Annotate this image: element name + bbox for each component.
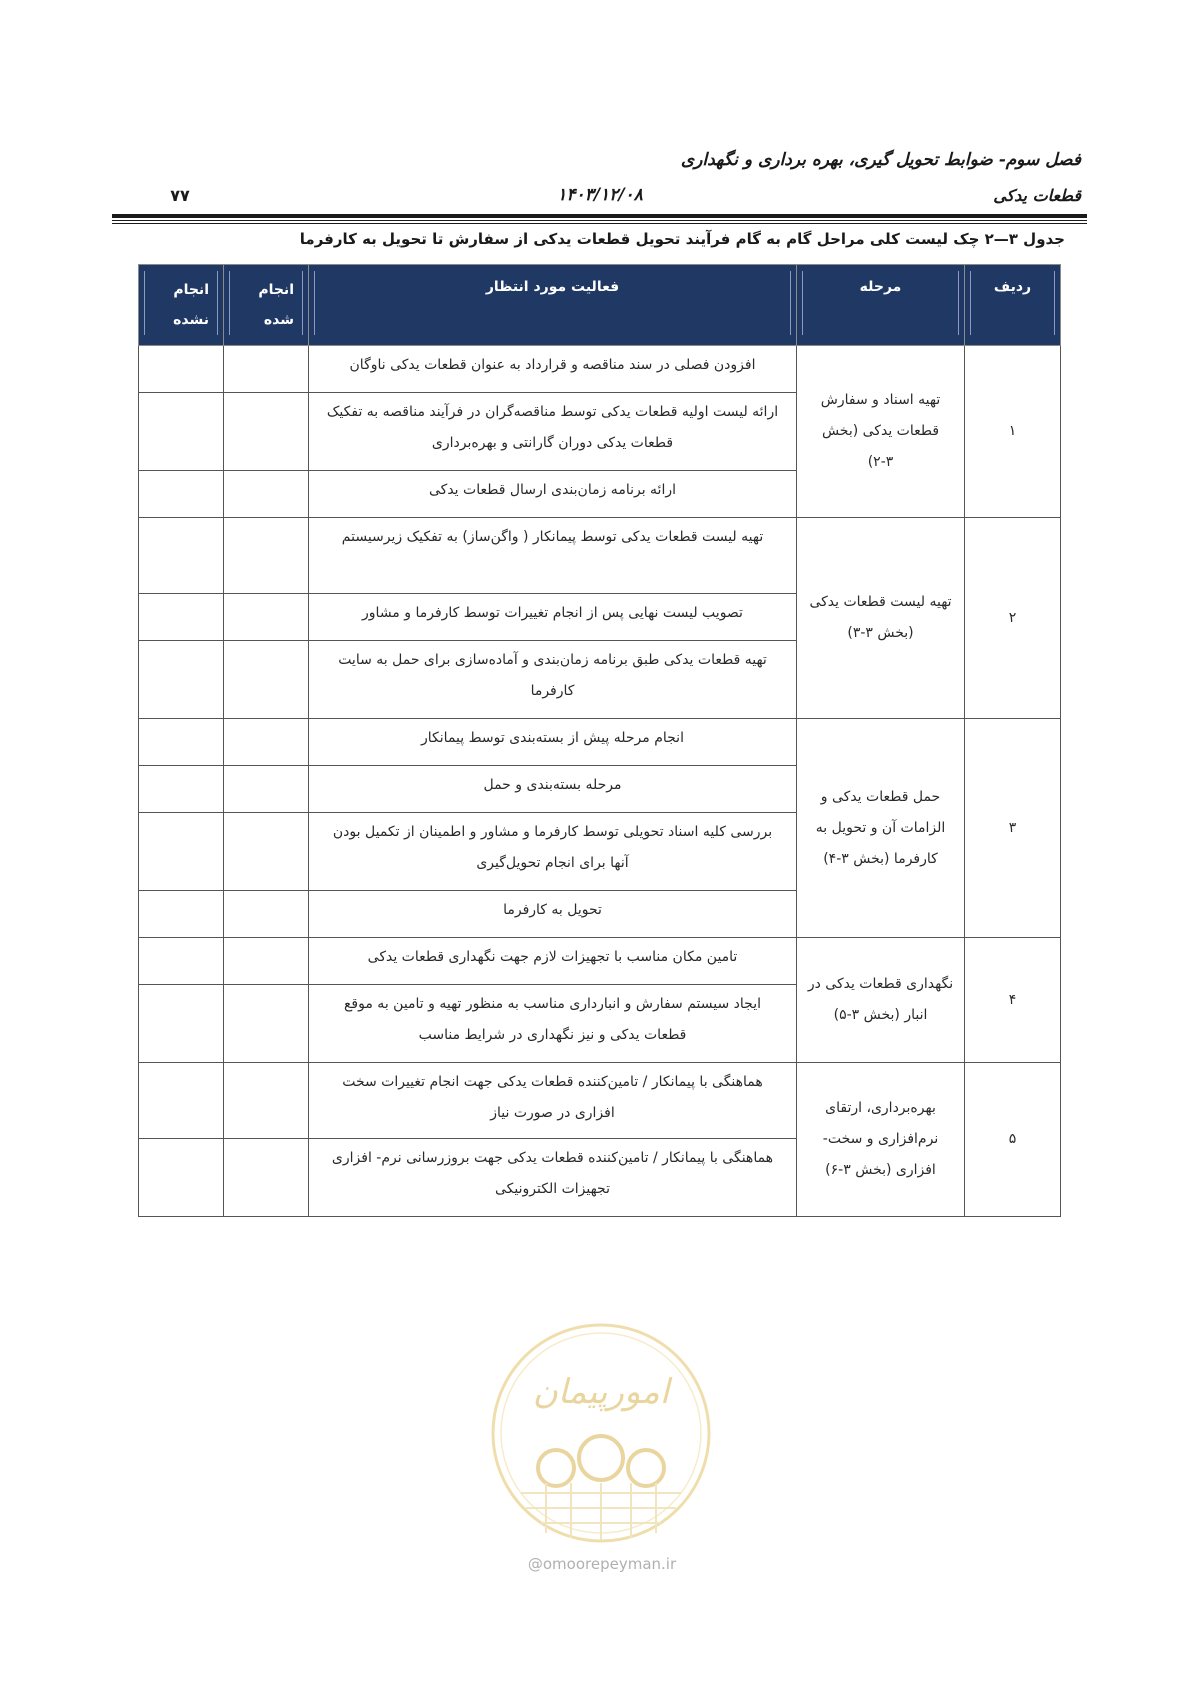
table-row: [139, 938, 1061, 985]
header-rule: [112, 214, 1087, 218]
document-date: ۱۴۰۳/۱۲/۰۸: [557, 185, 643, 205]
activity-cell: تهیه قطعات یدکی طبق برنامه زمان‌بندی و آماده‌سازی برای حمل به سایت کارفرما: [309, 641, 797, 719]
not-done-checkbox-cell[interactable]: [139, 766, 224, 813]
activity-cell: ایجاد سیستم سفارش و انبارداری مناسب به منظور تهیه و تامین به موقع قطعات یدکی و نیز نگهداری در شرایط مناسب: [309, 985, 797, 1063]
watermark-logo: [486, 1318, 716, 1548]
chapter-title: فصل سوم- ضوابط تحویل گیری، بهره برداری و نگهداری: [680, 150, 1081, 170]
row-number: ۳: [965, 719, 1061, 938]
done-checkbox-cell[interactable]: [224, 813, 309, 891]
stage-cell: تهیه لیست قطعات یدکی (بخش ۳-۳): [797, 518, 965, 719]
page-number: ۷۷: [170, 186, 190, 205]
table-row: [139, 518, 1061, 594]
activity-cell: هماهنگی با پیمانکار / تامین‌کننده قطعات یدکی جهت بروزرسانی نرم- افزاری تجهیزات الکترونیکی: [309, 1139, 797, 1217]
not-done-checkbox-cell[interactable]: [139, 641, 224, 719]
header-activity: فعالیت مورد انتظار: [309, 265, 797, 346]
header-stage: مرحله: [797, 265, 965, 346]
not-done-checkbox-cell[interactable]: [139, 719, 224, 766]
activity-cell: انجام مرحله پیش از بسته‌بندی توسط پیمانکار: [309, 719, 797, 766]
activity-cell: ارائه لیست اولیه قطعات یدکی توسط مناقصه‌گران در فرآیند مناقصه به تفکیک قطعات یدکی دوران گارانتی و بهره‌برداری: [309, 393, 797, 471]
row-number: ۵: [965, 1063, 1061, 1217]
stage-cell: نگهداری قطعات یدکی در انبار (بخش ۳-۵): [797, 938, 965, 1063]
activity-cell: مرحله بسته‌بندی و حمل: [309, 766, 797, 813]
done-checkbox-cell[interactable]: [224, 985, 309, 1063]
watermark-site: @omoorepeyman.ir: [527, 1555, 677, 1573]
activity-cell: تامین مکان مناسب با تجهیزات لازم جهت نگهداری قطعات یدکی: [309, 938, 797, 985]
not-done-checkbox-cell[interactable]: [139, 393, 224, 471]
done-checkbox-cell[interactable]: [224, 346, 309, 393]
section-title: قطعات یدکی: [993, 186, 1081, 205]
activity-cell: بررسی کلیه اسناد تحویلی توسط کارفرما و مشاور و اطمینان از تکمیل بودن آنها برای انجام تحویل‌گیری: [309, 813, 797, 891]
not-done-checkbox-cell[interactable]: [139, 471, 224, 518]
not-done-checkbox-cell[interactable]: [139, 346, 224, 393]
done-checkbox-cell[interactable]: [224, 938, 309, 985]
header-row-no: ردیف: [965, 265, 1061, 346]
not-done-checkbox-cell[interactable]: [139, 938, 224, 985]
row-number: ۲: [965, 518, 1061, 719]
header-rule-thin: [112, 220, 1087, 221]
stage-cell: حمل قطعات یدکی و الزامات آن و تحویل به کارفرما (بخش ۳-۴): [797, 719, 965, 938]
done-checkbox-cell[interactable]: [224, 1139, 309, 1217]
row-number: ۱: [965, 346, 1061, 518]
done-checkbox-cell[interactable]: [224, 471, 309, 518]
activity-cell: هماهنگی با پیمانکار / تامین‌کننده قطعات یدکی جهت انجام تغییرات سخت افزاری در صورت نیاز: [309, 1063, 797, 1139]
checklist-table: [138, 264, 1061, 1217]
done-checkbox-cell[interactable]: [224, 641, 309, 719]
header-rule-thin: [112, 223, 1087, 224]
header-done: انجام شده: [224, 265, 309, 346]
done-checkbox-cell[interactable]: [224, 393, 309, 471]
done-checkbox-cell[interactable]: [224, 766, 309, 813]
not-done-checkbox-cell[interactable]: [139, 1139, 224, 1217]
header-not-done: انجام نشده: [139, 265, 224, 346]
done-checkbox-cell[interactable]: [224, 719, 309, 766]
not-done-checkbox-cell[interactable]: [139, 985, 224, 1063]
not-done-checkbox-cell[interactable]: [139, 1063, 224, 1139]
table-header-row: [139, 265, 1061, 346]
done-checkbox-cell[interactable]: [224, 594, 309, 641]
activity-cell: ارائه برنامه زمان‌بندی ارسال قطعات یدکی: [309, 471, 797, 518]
table-caption: جدول ۳—۲ چک لیست کلی مراحل گام به گام فرآیند تحویل قطعات یدکی از سفارش تا تحویل به کارفرما: [299, 230, 1065, 248]
table-row: [139, 1063, 1061, 1139]
activity-cell: تصویب لیست نهایی پس از انجام تغییرات توسط کارفرما و مشاور: [309, 594, 797, 641]
stage-cell: تهیه اسناد و سفارش قطعات یدکی (بخش ۳-۲): [797, 346, 965, 518]
stage-cell: بهره‌برداری، ارتقای نرم‌افزاری و سخت‌- افزاری (بخش ۳-۶): [797, 1063, 965, 1217]
watermark-logo-text: امورپیمان: [532, 1372, 670, 1412]
activity-cell: تهیه لیست قطعات یدکی توسط پیمانکار ( واگن‌ساز) به تفکیک زیرسیستم: [309, 518, 797, 594]
not-done-checkbox-cell[interactable]: [139, 518, 224, 594]
done-checkbox-cell[interactable]: [224, 891, 309, 938]
not-done-checkbox-cell[interactable]: [139, 594, 224, 641]
done-checkbox-cell[interactable]: [224, 518, 309, 594]
not-done-checkbox-cell[interactable]: [139, 891, 224, 938]
done-checkbox-cell[interactable]: [224, 1063, 309, 1139]
activity-cell: افزودن فصلی در سند مناقصه و قرارداد به عنوان قطعات یدکی ناوگان: [309, 346, 797, 393]
table-row: [139, 346, 1061, 393]
gear-icon: [538, 1436, 664, 1486]
row-number: ۴: [965, 938, 1061, 1063]
activity-cell: تحویل به کارفرما: [309, 891, 797, 938]
not-done-checkbox-cell[interactable]: [139, 813, 224, 891]
table-row: [139, 719, 1061, 766]
